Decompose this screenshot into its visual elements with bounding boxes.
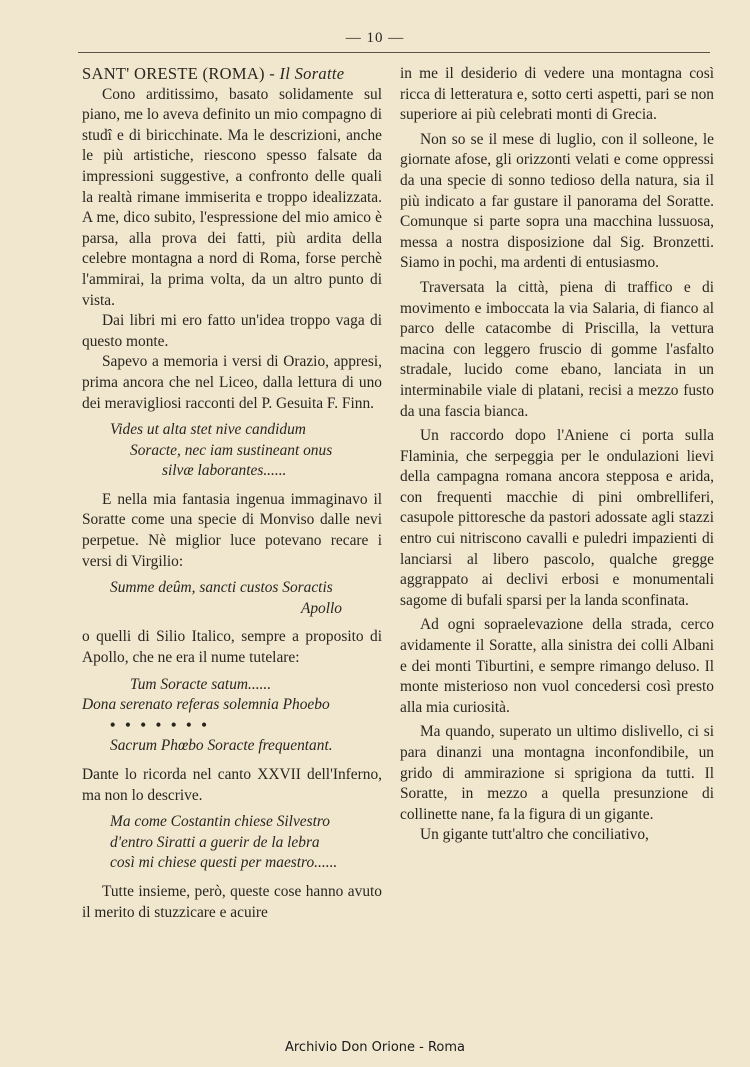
archive-footer: Archivio Don Orione - Roma xyxy=(284,1040,466,1055)
heading-place: SANT' ORESTE (ROMA) - xyxy=(82,64,280,83)
page-number: — 10 — xyxy=(345,30,405,46)
paragraph: E nella mia fantasia ingenua immaginavo il Soratte come una specie di Monviso dalle nevi perpetue. Nè miglior luce potevano recare i versi di Virgilio: xyxy=(82,490,382,570)
paragraph: Non so se il mese di luglio, con il solleone, le giornate afose, gli orizzonti velati e come oppressi da una specie di sonno tedioso della natura, sia il più indicato a far gustare il panorama del Soratte. Comunque si parte sopra una macchina lussuosa, messa a nostra disposizione dal Sig. Bronzetti. Siamo in pochi, ma ardenti di entusiasmo. xyxy=(400,130,714,272)
verse-line: Tum Soracte satum...... xyxy=(130,675,272,693)
header-rule xyxy=(78,52,710,53)
verse-line: Soracte, nec iam sustineant onus xyxy=(130,441,333,459)
paragraph: Un raccordo dopo l'Aniene ci porta sulla Flaminia, che serpeggia per le ondulazioni lievi della campagna romana ancora stepposa e arida, con frequenti macchie di pini ombrelliferi, casupole pittoresche da pastori adossate agli stazzi entro cui nitriscono cavalli e puledri impazienti di lanciarsi al libero pascolo, qualche gregge aggrappato ai declivi erbosi e monumentali sagome di bufali sparsi per la landa sconfinata. xyxy=(400,427,714,609)
verse-dante xyxy=(82,812,382,874)
verse-line: Apollo xyxy=(300,599,342,617)
left-column xyxy=(82,64,382,923)
verse-line: silvæ laborantes...... xyxy=(162,462,287,480)
verse-ellipsis: • • • • • • • xyxy=(110,716,210,734)
verse-line: Sacrum Phœbo Soracte frequentant. xyxy=(110,737,333,755)
paragraph: Ma quando, superato un ultimo dislivello, ci si para dinanzi una montagna inconfondibile, un grido di ammirazione si sprigiona da tutti. Il Soratte, in mezzo a quella presunzione di collinette nane, fa la figura di un gigante. xyxy=(400,723,714,823)
right-column xyxy=(400,64,714,846)
verse-line: Summe deûm, sancti custos Soractis xyxy=(110,579,333,597)
verse-line: Vides ut alta stet nive candidum xyxy=(110,421,306,439)
paragraph: o quelli di Silio Italico, sempre a proposito di Apollo, che ne era il nume tutelare: xyxy=(82,628,382,667)
paragraph: Dante lo ricorda nel canto XXVII dell'Inferno, ma non lo descrive. xyxy=(82,766,382,804)
paragraph: Un gigante tutt'altro che conciliativo, xyxy=(420,826,649,844)
verse-line: Ma come Costantin chiese Silvestro xyxy=(110,813,330,831)
paragraph: Cono arditissimo, basato solidamente sul piano, me lo aveva definito un mio compagno di studî e di biricchinate. Ma le descrizioni, anche le più artistiche, riescono spesso falsate da impressioni suggestive, a confronto delle quali la realtà rimane immiserita e troppo idealizzata. A me, dico subito, l'espressione del mio amico è parsa, alla prova dei fatti, più ardita della celebre montagna a nord di Roma, forse perchè l'ammirai, la prima volta, da un altro punto di vista. xyxy=(82,85,382,309)
verse-virgil xyxy=(82,578,382,619)
verse-silius xyxy=(82,675,382,757)
paragraph: Tutte insieme, però, queste cose hanno avuto il merito di stuzzicare e acuire xyxy=(82,882,382,921)
verse-line: così mi chiese questi per maestro...... xyxy=(110,854,338,872)
verse-line: Dona serenato referas solemnia Phoebo xyxy=(82,696,330,714)
heading-subject: Il Soratte xyxy=(279,64,345,83)
paragraph: Traversata la città, piena di traffico e di movimento e imboccata la via Salaria, di fianco al parco delle catacombe di Priscilla, la vettura macina con leggero fruscio di gomme l'asfalto stradale, lucido come ebano, lanciata in un interminabile viale di platani, recisi a mezzo fusto da una fascia bianca. xyxy=(400,278,714,420)
verse-horace xyxy=(82,420,382,482)
paragraph: Sapevo a memoria i versi di Orazio, appresi, prima ancora che nel Liceo, dalla lettura di uno dei meravigliosi racconti del P. Gesuita F. Finn. xyxy=(82,353,382,412)
paragraph: Ad ogni sopraelevazione della strada, cerco avidamente il Soratte, alla sinistra dei colli Albani e dei monti Tiburtini, e sempre rimango deluso. Il monte misterioso non vuol concedersi così presto alla mia curiosità. xyxy=(400,616,714,716)
paragraph: Dai libri mi ero fatto un'idea troppo vaga di questo monte. xyxy=(82,312,382,350)
verse-line: d'entro Siratti a guerir de la lebra xyxy=(110,833,320,851)
paragraph: in me il desiderio di vedere una montagna così ricca di letteratura e, sotto certi aspetti, pari se non superiore ai più celebrati monti di Grecia. xyxy=(400,65,714,124)
article-heading xyxy=(82,64,382,85)
